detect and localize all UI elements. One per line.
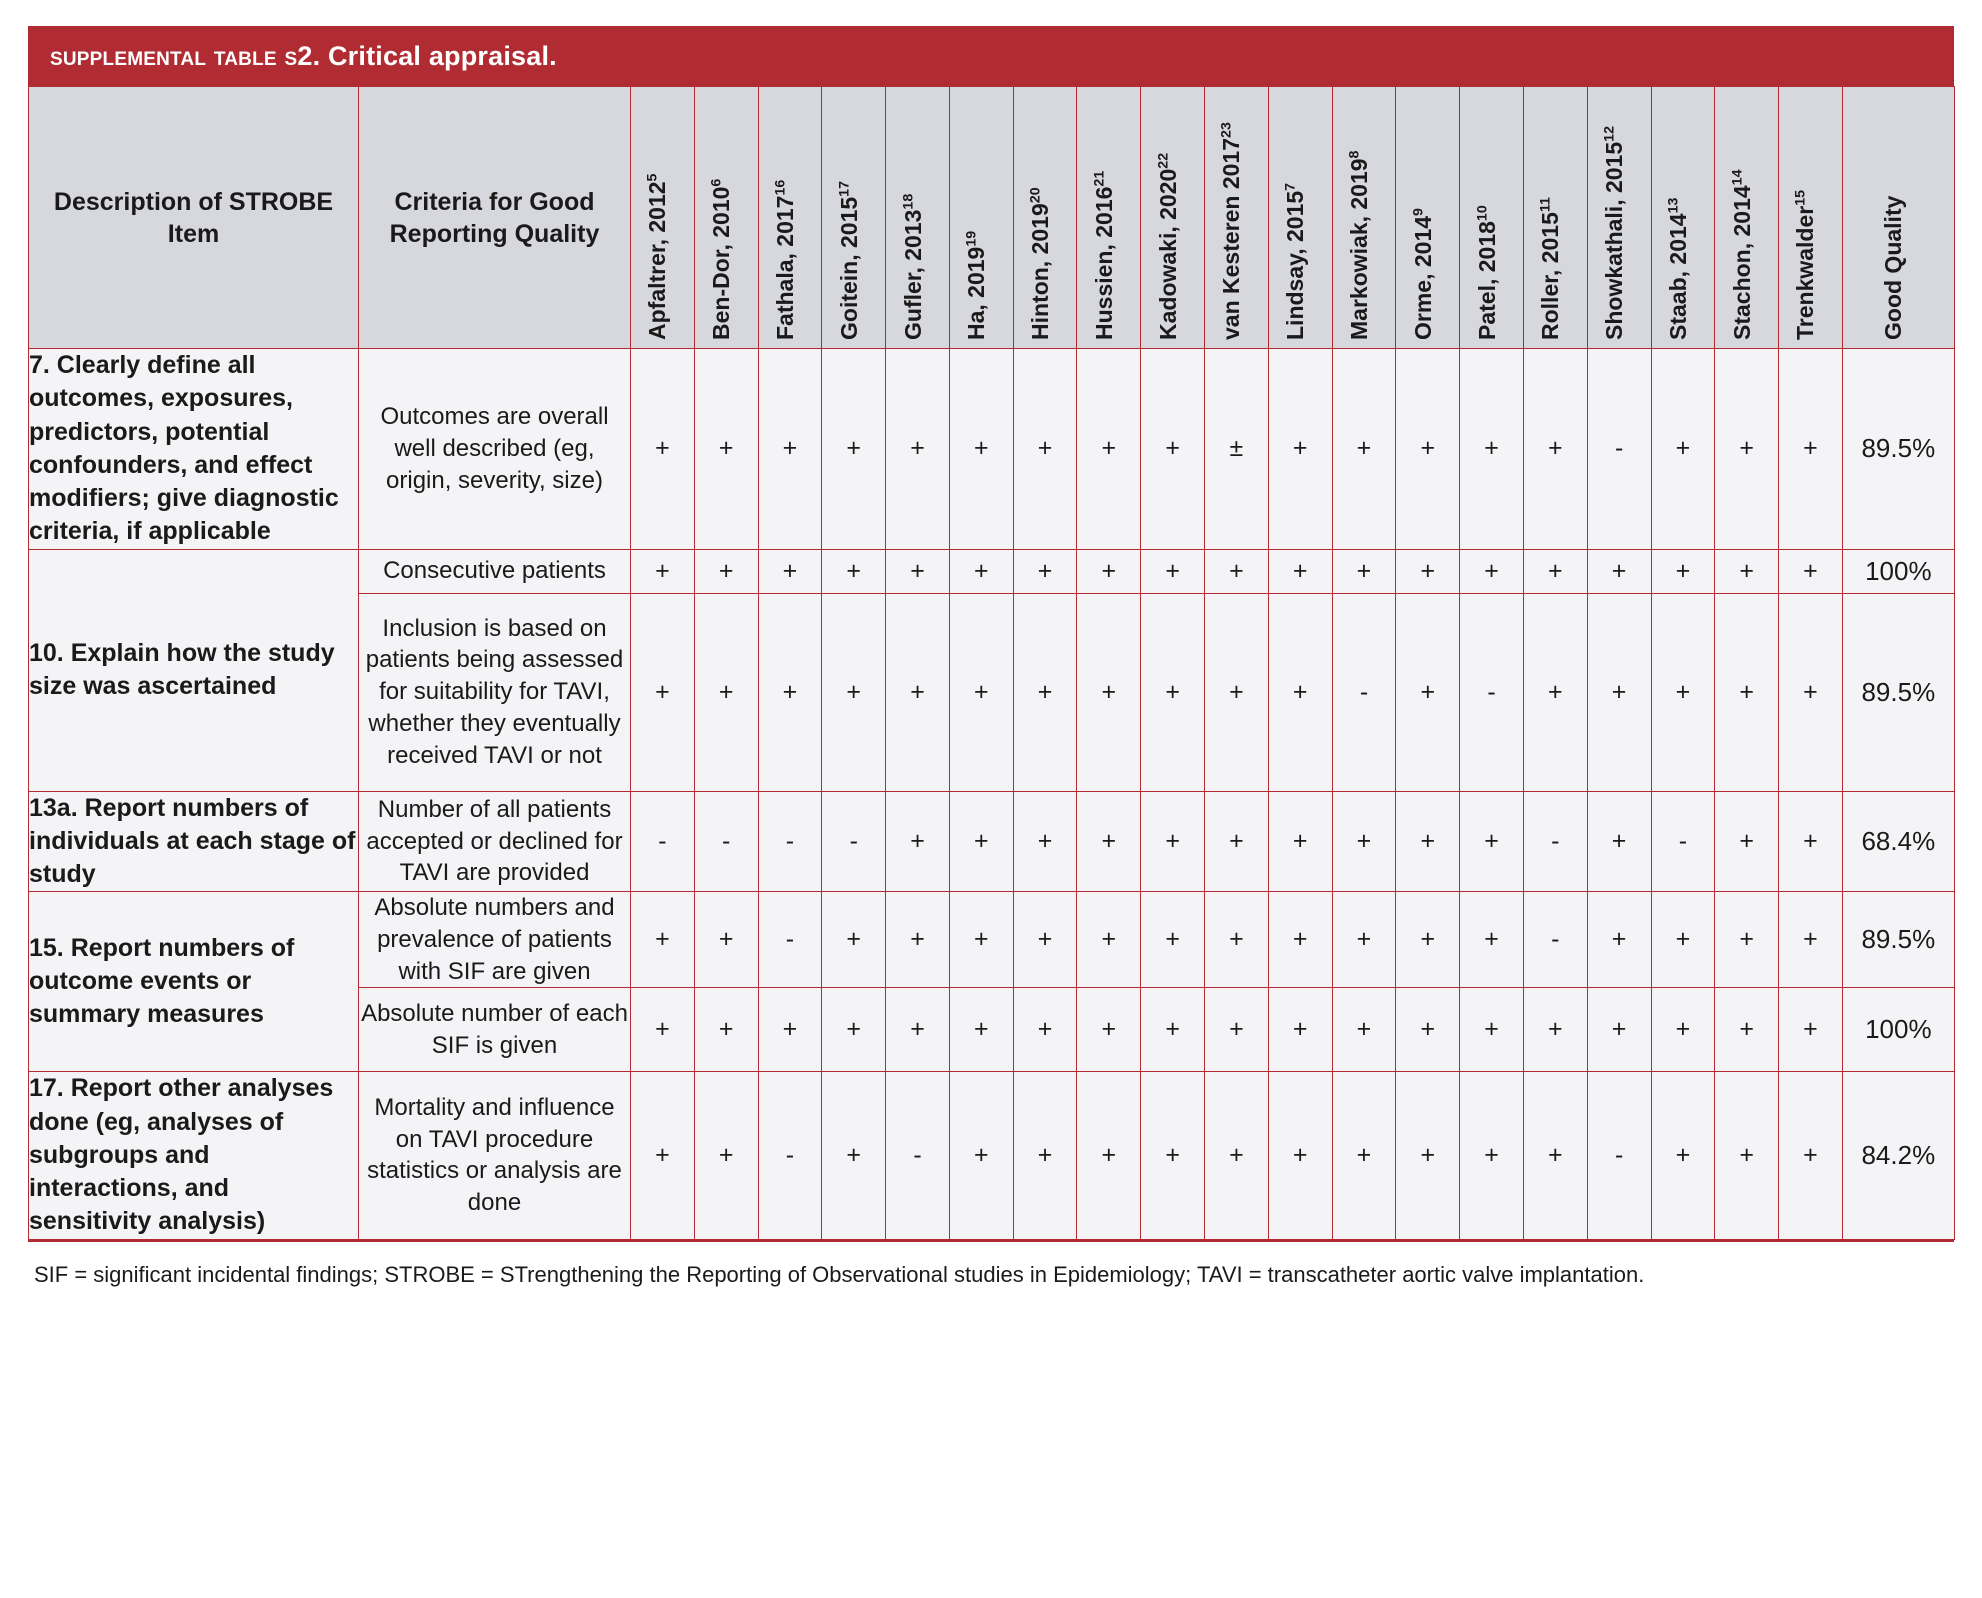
study-reference-number: 10 bbox=[1473, 205, 1490, 222]
appraisal-mark: + bbox=[1077, 349, 1141, 550]
col-header-study-11 bbox=[1268, 87, 1332, 349]
study-reference-number: 5 bbox=[644, 173, 661, 182]
appraisal-mark: + bbox=[886, 892, 950, 988]
appraisal-mark: + bbox=[1205, 593, 1269, 791]
study-name: Trenkwalder bbox=[1792, 205, 1819, 340]
study-reference-number: 15 bbox=[1792, 189, 1809, 206]
appraisal-mark: + bbox=[1715, 791, 1779, 892]
appraisal-mark: + bbox=[1205, 549, 1269, 593]
appraisal-mark: + bbox=[758, 549, 822, 593]
strobe-item-description: 13a. Report numbers of individuals at each stage of study bbox=[29, 791, 359, 892]
appraisal-mark: + bbox=[1396, 988, 1460, 1072]
study-header-label bbox=[1601, 126, 1628, 340]
appraisal-mark: + bbox=[1332, 1072, 1396, 1239]
strobe-item-description: 7. Clearly define all outcomes, exposures, predictors, potential confounders, and effect modifiers; give diagnostic criteria, if applicable bbox=[29, 349, 359, 550]
reporting-criteria: Absolute numbers and prevalence of patients with SIF are given bbox=[359, 892, 631, 988]
study-name: Hussien, 2016 bbox=[1090, 186, 1117, 340]
study-header-label bbox=[708, 179, 735, 340]
strobe-item-description: 10. Explain how the study size was ascertained bbox=[29, 549, 359, 791]
col-header-study-9 bbox=[1141, 87, 1205, 349]
appraisal-mark: + bbox=[1013, 549, 1077, 593]
study-name: Staab, 2014 bbox=[1664, 213, 1691, 340]
appraisal-mark: + bbox=[1332, 892, 1396, 988]
appraisal-mark: - bbox=[1587, 1072, 1651, 1239]
study-name: Patel, 2018 bbox=[1473, 221, 1500, 340]
col-header-study-10 bbox=[1205, 87, 1269, 349]
study-reference-number: 13 bbox=[1665, 197, 1682, 214]
study-reference-number: 20 bbox=[1027, 187, 1044, 204]
table-head bbox=[29, 87, 1955, 349]
appraisal-mark: + bbox=[886, 349, 950, 550]
appraisal-mark: + bbox=[822, 1072, 886, 1239]
col-header-study-2 bbox=[694, 87, 758, 349]
critical-appraisal-table bbox=[28, 86, 1955, 1240]
study-header-label bbox=[1474, 205, 1501, 340]
appraisal-mark: + bbox=[1268, 988, 1332, 1072]
study-header-label bbox=[1091, 171, 1118, 340]
appraisal-mark: + bbox=[1523, 988, 1587, 1072]
appraisal-mark: + bbox=[1460, 349, 1524, 550]
col-header-study-15 bbox=[1523, 87, 1587, 349]
appraisal-mark: - bbox=[758, 892, 822, 988]
col-header-study-8 bbox=[1077, 87, 1141, 349]
study-reference-number: 18 bbox=[899, 193, 916, 210]
appraisal-mark: + bbox=[1141, 593, 1205, 791]
appraisal-mark: + bbox=[1141, 349, 1205, 550]
study-header-label bbox=[1027, 187, 1054, 340]
appraisal-mark: + bbox=[886, 791, 950, 892]
appraisal-mark: + bbox=[949, 549, 1013, 593]
appraisal-mark: + bbox=[1077, 791, 1141, 892]
study-header-label bbox=[1282, 183, 1309, 340]
study-name: van Kesteren 2017 bbox=[1218, 137, 1245, 340]
appraisal-mark: + bbox=[631, 593, 695, 791]
appraisal-mark: + bbox=[1141, 549, 1205, 593]
appraisal-mark: + bbox=[949, 593, 1013, 791]
table-title-suffix: Critical appraisal. bbox=[320, 40, 557, 71]
good-quality-percent: 100% bbox=[1842, 988, 1954, 1072]
col-header-study-17 bbox=[1651, 87, 1715, 349]
study-header-label bbox=[963, 231, 990, 340]
appraisal-mark: + bbox=[1077, 892, 1141, 988]
appraisal-mark: + bbox=[1332, 988, 1396, 1072]
good-quality-percent: 89.5% bbox=[1842, 593, 1954, 791]
appraisal-mark: + bbox=[1779, 593, 1843, 791]
study-reference-number: 8 bbox=[1346, 150, 1363, 159]
appraisal-mark: + bbox=[1715, 988, 1779, 1072]
study-name: Orme, 2014 bbox=[1409, 215, 1436, 340]
appraisal-mark: + bbox=[822, 549, 886, 593]
study-name: Gufler, 2013 bbox=[899, 209, 926, 340]
appraisal-mark: + bbox=[1587, 593, 1651, 791]
appraisal-mark: + bbox=[1396, 1072, 1460, 1239]
table-row bbox=[29, 791, 1955, 892]
good-quality-header-label: Good Quality bbox=[1880, 195, 1907, 340]
good-quality-percent: 89.5% bbox=[1842, 892, 1954, 988]
study-name: Lindsay, 2015 bbox=[1282, 190, 1309, 340]
col-header-study-1 bbox=[631, 87, 695, 349]
appraisal-mark: + bbox=[758, 593, 822, 791]
appraisal-mark: + bbox=[1460, 1072, 1524, 1239]
study-name: Ha, 2019 bbox=[963, 246, 990, 340]
col-header-study-3 bbox=[758, 87, 822, 349]
appraisal-mark: + bbox=[1013, 988, 1077, 1072]
appraisal-mark: - bbox=[1523, 892, 1587, 988]
table-body bbox=[29, 349, 1955, 1240]
study-name: Roller, 2015 bbox=[1537, 212, 1564, 340]
appraisal-mark: + bbox=[1779, 1072, 1843, 1239]
study-header-label bbox=[900, 194, 927, 340]
col-header-study-13 bbox=[1396, 87, 1460, 349]
study-name: Hinton, 2019 bbox=[1027, 203, 1054, 340]
reporting-criteria: Absolute number of each SIF is given bbox=[359, 988, 631, 1072]
reporting-criteria: Mortality and influence on TAVI procedure statistics or analysis are done bbox=[359, 1072, 631, 1239]
appraisal-mark: + bbox=[1268, 791, 1332, 892]
col-header-good-quality bbox=[1842, 87, 1954, 349]
study-name: Apfaltrer, 2012 bbox=[644, 181, 671, 340]
study-reference-number: 23 bbox=[1218, 122, 1235, 138]
appraisal-mark: + bbox=[1332, 549, 1396, 593]
appraisal-mark: + bbox=[822, 892, 886, 988]
table-row bbox=[29, 549, 1955, 593]
appraisal-mark: + bbox=[631, 549, 695, 593]
table-title bbox=[50, 41, 557, 72]
table-title-prefix: supplemental table s2. bbox=[50, 40, 321, 71]
appraisal-mark: + bbox=[822, 988, 886, 1072]
appraisal-mark: + bbox=[694, 593, 758, 791]
study-header-label bbox=[1410, 208, 1437, 340]
appraisal-mark: + bbox=[694, 988, 758, 1072]
study-header-label bbox=[1729, 169, 1756, 340]
appraisal-mark: + bbox=[1587, 988, 1651, 1072]
appraisal-mark: + bbox=[949, 1072, 1013, 1239]
appraisal-mark: + bbox=[1396, 593, 1460, 791]
appraisal-mark: + bbox=[1268, 549, 1332, 593]
good-quality-percent: 100% bbox=[1842, 549, 1954, 593]
appraisal-mark: + bbox=[822, 349, 886, 550]
table-footnote: SIF = significant incidental findings; STROBE = STrengthening the Reporting of Observational studies in Epidemiology; TAVI = transcatheter aortic valve implantation. bbox=[28, 1240, 1954, 1296]
study-reference-number: 11 bbox=[1537, 197, 1554, 213]
appraisal-mark: + bbox=[631, 1072, 695, 1239]
study-name: Kadowaki, 2020 bbox=[1154, 168, 1181, 340]
study-reference-number: 22 bbox=[1154, 152, 1171, 169]
study-header-label bbox=[772, 180, 799, 340]
appraisal-mark: + bbox=[1715, 593, 1779, 791]
appraisal-mark: + bbox=[1141, 1072, 1205, 1239]
appraisal-mark: + bbox=[1651, 892, 1715, 988]
appraisal-mark: + bbox=[886, 593, 950, 791]
col-header-study-19 bbox=[1779, 87, 1843, 349]
table-row bbox=[29, 892, 1955, 988]
appraisal-mark: + bbox=[949, 988, 1013, 1072]
study-header-label bbox=[1665, 198, 1692, 340]
appraisal-mark: + bbox=[1141, 988, 1205, 1072]
appraisal-mark: - bbox=[758, 791, 822, 892]
appraisal-mark: + bbox=[1141, 892, 1205, 988]
study-header-label bbox=[1218, 122, 1245, 340]
appraisal-mark: + bbox=[1523, 1072, 1587, 1239]
appraisal-mark: + bbox=[1332, 791, 1396, 892]
supplemental-table-s2 bbox=[28, 26, 1954, 1295]
appraisal-mark: - bbox=[1332, 593, 1396, 791]
appraisal-mark: + bbox=[631, 892, 695, 988]
table-row bbox=[29, 349, 1955, 550]
strobe-item-description: 17. Report other analyses done (eg, analyses of subgroups and interactions, and sensitivity analysis) bbox=[29, 1072, 359, 1239]
appraisal-mark: + bbox=[1460, 988, 1524, 1072]
appraisal-mark: + bbox=[1077, 1072, 1141, 1239]
appraisal-mark: - bbox=[1523, 791, 1587, 892]
good-quality-percent: 68.4% bbox=[1842, 791, 1954, 892]
col-header-study-5 bbox=[886, 87, 950, 349]
appraisal-mark: ± bbox=[1205, 349, 1269, 550]
appraisal-mark: + bbox=[1651, 593, 1715, 791]
study-reference-number: 16 bbox=[772, 179, 789, 196]
appraisal-mark: + bbox=[1205, 791, 1269, 892]
appraisal-mark: + bbox=[1587, 791, 1651, 892]
appraisal-mark: + bbox=[1268, 892, 1332, 988]
appraisal-mark: + bbox=[1779, 988, 1843, 1072]
appraisal-mark: + bbox=[694, 892, 758, 988]
study-header-label bbox=[644, 174, 671, 340]
appraisal-mark: + bbox=[886, 988, 950, 1072]
appraisal-mark: + bbox=[694, 549, 758, 593]
appraisal-mark: + bbox=[1715, 549, 1779, 593]
appraisal-mark: + bbox=[1268, 349, 1332, 550]
appraisal-mark: + bbox=[1077, 593, 1141, 791]
appraisal-mark: + bbox=[694, 1072, 758, 1239]
appraisal-mark: + bbox=[1268, 1072, 1332, 1239]
study-header-label bbox=[1792, 190, 1819, 340]
table-row bbox=[29, 1072, 1955, 1239]
reporting-criteria: Inclusion is based on patients being assessed for suitability for TAVI, whether they eventually received TAVI or not bbox=[359, 593, 631, 791]
table-header-row bbox=[29, 87, 1955, 349]
good-quality-percent: 89.5% bbox=[1842, 349, 1954, 550]
appraisal-mark: + bbox=[1460, 549, 1524, 593]
study-header-label bbox=[1537, 197, 1564, 340]
good-quality-percent: 84.2% bbox=[1842, 1072, 1954, 1239]
strobe-item-description: 15. Report numbers of outcome events or summary measures bbox=[29, 892, 359, 1072]
col-header-study-18 bbox=[1715, 87, 1779, 349]
reporting-criteria: Consecutive patients bbox=[359, 549, 631, 593]
appraisal-mark: + bbox=[1715, 349, 1779, 550]
appraisal-mark: - bbox=[758, 1072, 822, 1239]
col-header-study-14 bbox=[1460, 87, 1524, 349]
study-header-label bbox=[1346, 151, 1373, 341]
appraisal-mark: + bbox=[1013, 593, 1077, 791]
col-header-study-6 bbox=[949, 87, 1013, 349]
appraisal-mark: + bbox=[1460, 791, 1524, 892]
appraisal-mark: + bbox=[1779, 349, 1843, 550]
reporting-criteria: Number of all patients accepted or declined for TAVI are provided bbox=[359, 791, 631, 892]
appraisal-mark: + bbox=[1141, 791, 1205, 892]
col-header-study-16 bbox=[1587, 87, 1651, 349]
appraisal-mark: + bbox=[1715, 1072, 1779, 1239]
appraisal-mark: - bbox=[694, 791, 758, 892]
appraisal-mark: + bbox=[758, 349, 822, 550]
appraisal-mark: - bbox=[1587, 349, 1651, 550]
study-name: Goitein, 2015 bbox=[835, 196, 862, 340]
col-header-criteria: Criteria for Good Reporting Quality bbox=[359, 87, 631, 349]
table-title-bar bbox=[28, 26, 1954, 86]
appraisal-mark: + bbox=[1077, 549, 1141, 593]
appraisal-mark: - bbox=[1460, 593, 1524, 791]
appraisal-mark: + bbox=[1332, 349, 1396, 550]
appraisal-mark: + bbox=[1651, 349, 1715, 550]
appraisal-mark: + bbox=[1523, 349, 1587, 550]
appraisal-mark: + bbox=[1396, 549, 1460, 593]
appraisal-mark: - bbox=[822, 791, 886, 892]
col-header-study-7 bbox=[1013, 87, 1077, 349]
appraisal-mark: + bbox=[949, 791, 1013, 892]
study-name: Ben-Dor, 2010 bbox=[708, 186, 735, 340]
study-name: Fathala, 2017 bbox=[771, 195, 798, 340]
appraisal-mark: + bbox=[1523, 549, 1587, 593]
appraisal-mark: + bbox=[1523, 593, 1587, 791]
appraisal-mark: + bbox=[1013, 1072, 1077, 1239]
appraisal-mark: + bbox=[1587, 549, 1651, 593]
appraisal-mark: + bbox=[1205, 892, 1269, 988]
appraisal-mark: + bbox=[1779, 892, 1843, 988]
appraisal-mark: + bbox=[1779, 549, 1843, 593]
study-reference-number: 19 bbox=[963, 230, 980, 247]
study-reference-number: 6 bbox=[708, 178, 725, 187]
appraisal-mark: + bbox=[1077, 988, 1141, 1072]
study-name: Markowiak, 2019 bbox=[1345, 158, 1372, 340]
appraisal-mark: + bbox=[1205, 988, 1269, 1072]
appraisal-mark: + bbox=[1013, 349, 1077, 550]
appraisal-mark: + bbox=[631, 988, 695, 1072]
col-header-study-4 bbox=[822, 87, 886, 349]
study-header-label bbox=[1155, 153, 1182, 340]
appraisal-mark: + bbox=[1396, 791, 1460, 892]
study-name: Showkathali, 2015 bbox=[1601, 141, 1628, 340]
study-reference-number: 7 bbox=[1282, 182, 1299, 191]
appraisal-mark: + bbox=[1587, 892, 1651, 988]
col-header-description: Description of STROBE Item bbox=[29, 87, 359, 349]
study-header-label bbox=[836, 181, 863, 340]
appraisal-mark: + bbox=[631, 349, 695, 550]
appraisal-mark: + bbox=[694, 349, 758, 550]
appraisal-mark: + bbox=[1651, 549, 1715, 593]
appraisal-mark: + bbox=[1013, 791, 1077, 892]
appraisal-mark: + bbox=[1396, 892, 1460, 988]
appraisal-mark: + bbox=[1651, 988, 1715, 1072]
appraisal-mark: + bbox=[1013, 892, 1077, 988]
appraisal-mark: - bbox=[1651, 791, 1715, 892]
appraisal-mark: + bbox=[1779, 791, 1843, 892]
appraisal-mark: + bbox=[1268, 593, 1332, 791]
col-header-study-12 bbox=[1332, 87, 1396, 349]
appraisal-mark: + bbox=[949, 349, 1013, 550]
appraisal-mark: + bbox=[1205, 1072, 1269, 1239]
appraisal-mark: + bbox=[1715, 892, 1779, 988]
appraisal-mark: + bbox=[758, 988, 822, 1072]
appraisal-mark: + bbox=[1460, 892, 1524, 988]
appraisal-mark: + bbox=[949, 892, 1013, 988]
appraisal-mark: - bbox=[631, 791, 695, 892]
study-reference-number: 12 bbox=[1601, 126, 1618, 142]
study-reference-number: 14 bbox=[1729, 169, 1746, 186]
study-reference-number: 9 bbox=[1410, 208, 1427, 216]
reporting-criteria: Outcomes are overall well described (eg, origin, severity, size) bbox=[359, 349, 631, 550]
appraisal-mark: + bbox=[886, 549, 950, 593]
study-name: Stachon, 2014 bbox=[1728, 185, 1755, 340]
study-reference-number: 21 bbox=[1091, 170, 1108, 187]
appraisal-mark: - bbox=[886, 1072, 950, 1239]
appraisal-mark: + bbox=[822, 593, 886, 791]
study-reference-number: 17 bbox=[836, 180, 853, 197]
appraisal-mark: + bbox=[1396, 349, 1460, 550]
appraisal-mark: + bbox=[1651, 1072, 1715, 1239]
